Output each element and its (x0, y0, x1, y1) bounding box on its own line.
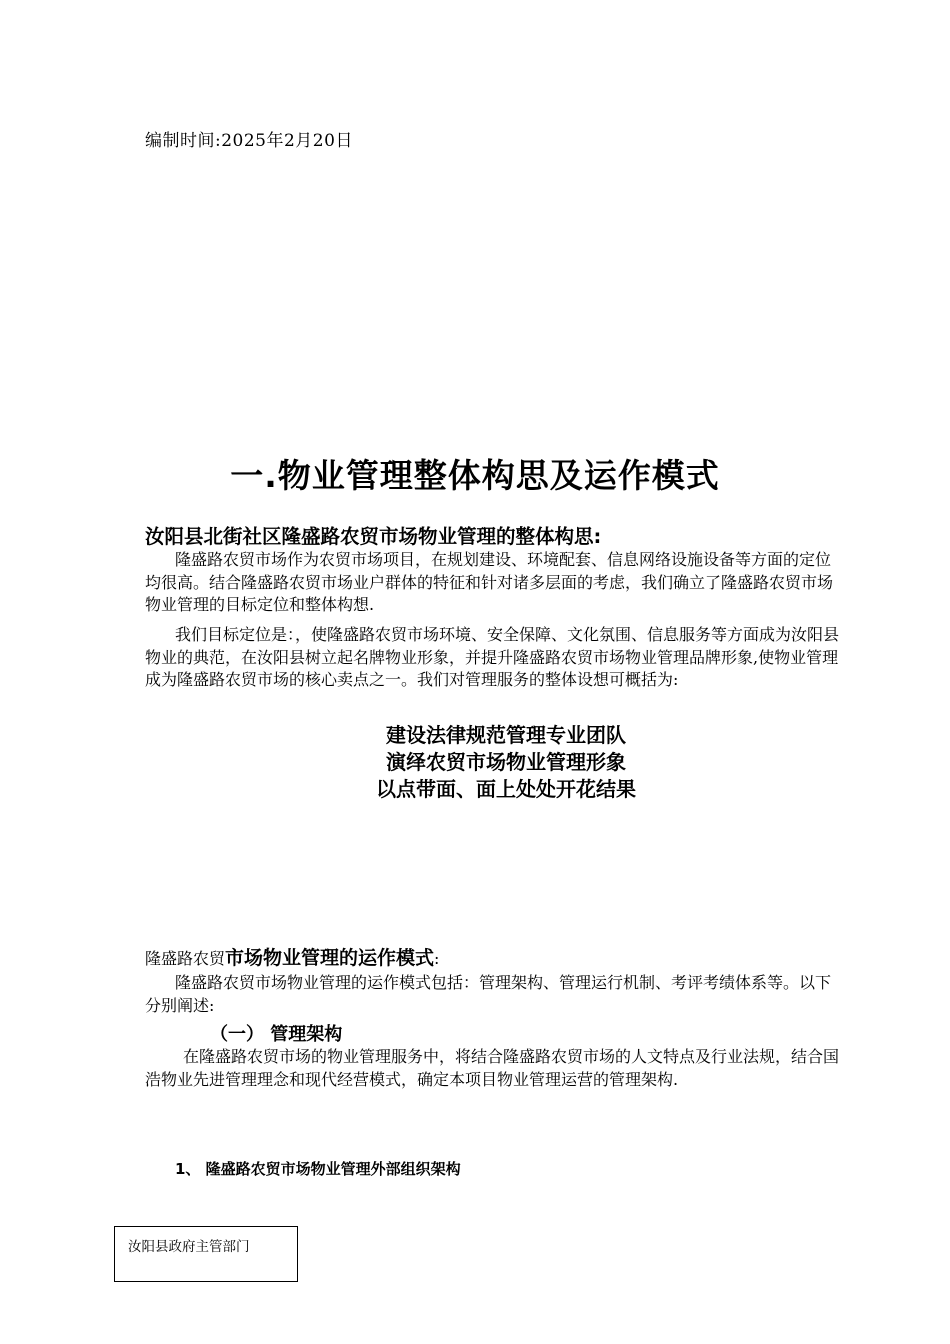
slogan-2: 演绎农贸市场物业管理形象 (386, 750, 626, 774)
org-chart-box-label: 汝阳县政府主管部门 (128, 1239, 250, 1255)
operation-heading (145, 943, 439, 970)
slogan-3: 以点带面、面上处处开花结果 (376, 777, 636, 801)
subsection-title: （一） 管理架构 (210, 1024, 343, 1045)
concept-heading: 汝阳县北街社区隆盛路农贸市场物业管理的整体构思: (145, 525, 602, 548)
section-title: 一.物业管理整体构思及运作模式 (230, 456, 720, 495)
operation-heading-suffix: : (434, 949, 440, 968)
org-chart-box (114, 1226, 298, 1282)
concept-paragraph-1-text: 隆盛路农贸市场作为农贸市场项目，在规划建设、环境配套、信息网络设施设备等方面的定位均很高。结合隆盛路农贸市场业户群体的特征和针对诸多层面的考虑，我们确立了隆盛路农贸市场物业管理的目标定位和整体构想. (145, 550, 834, 615)
concept-paragraph-1 (145, 549, 845, 617)
operation-paragraph-text: 隆盛路农贸市场物业管理的运作模式包括：管理架构、管理运行机制、考评考绩体系等。以下分别阐述: (145, 973, 832, 1015)
item-heading: 1、 隆盛路农贸市场物业管理外部组织架构 (175, 1160, 461, 1178)
concept-paragraph-2-text: 我们目标定位是：，使隆盛路农贸市场环境、安全保障、文化氛围、信息服务等方面成为汝阳县物业的典范，在汝阳县树立起名牌物业形象，并提升隆盛路农贸市场物业管理品牌形象,使物业管理成为隆盛路农贸市场的核心卖点之一。我们对管理服务的整体设想可概括为: (145, 625, 840, 690)
operation-heading-bold: 市场物业管理的运作模式 (225, 947, 435, 969)
structure-paragraph-text: 在隆盛路农贸市场的物业管理服务中，将结合隆盛路农贸市场的人文特点及行业法规，结合国浩物业先进管理理念和现代经营模式，确定本项目物业管理运营的管理架构. (145, 1047, 840, 1089)
concept-paragraph-2 (145, 624, 845, 692)
operation-paragraph (145, 972, 845, 1017)
compile-date: 编制时间:2025年2月20日 (145, 131, 353, 151)
structure-paragraph (145, 1046, 845, 1091)
operation-heading-prefix: 隆盛路农贸 (145, 949, 226, 968)
slogan-1: 建设法律规范管理专业团队 (386, 723, 626, 747)
